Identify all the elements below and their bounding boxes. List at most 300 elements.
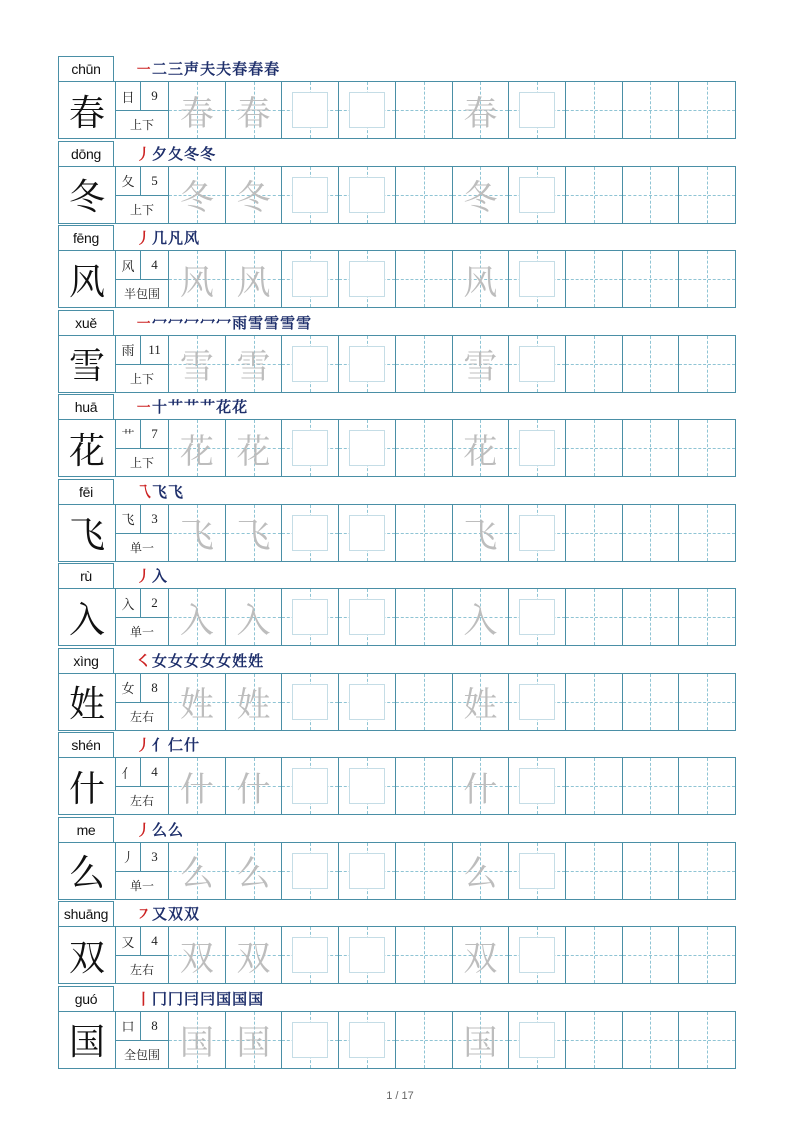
practice-cells	[169, 82, 735, 138]
practice-cell	[566, 758, 623, 814]
page-number: 1 / 17	[386, 1090, 414, 1102]
stroke-order	[136, 227, 200, 249]
radical-stroke-box	[116, 758, 168, 787]
practice-cell	[282, 758, 339, 814]
practice-cell	[453, 1012, 510, 1068]
stroke-step: 丿	[136, 736, 153, 754]
practice-cell	[623, 336, 680, 392]
trace-character: 国	[463, 1023, 498, 1063]
practice-cell	[679, 589, 735, 645]
practice-cell	[169, 843, 226, 899]
practice-cell	[339, 927, 396, 983]
stroke-step: 乁	[136, 482, 153, 501]
structure-label: 单一	[129, 540, 154, 555]
stroke-count: 8	[151, 679, 158, 695]
trace-character: 入	[179, 600, 214, 641]
empty-box	[292, 92, 328, 128]
practice-row	[58, 1011, 736, 1069]
stroke-step: 冖	[216, 313, 233, 332]
practice-cell	[566, 927, 623, 983]
stroke-step: 雪	[264, 313, 281, 332]
empty-box	[292, 515, 328, 551]
stroke-step: 夫	[200, 60, 217, 78]
practice-cell	[679, 420, 735, 476]
practice-cell	[566, 674, 623, 730]
character-info	[116, 505, 169, 561]
practice-cells	[169, 505, 735, 561]
empty-box	[519, 768, 555, 804]
stroke-step: 仁	[168, 736, 185, 754]
character-info	[116, 843, 169, 899]
practice-cell	[396, 505, 453, 561]
trace-character: 冬	[463, 178, 498, 218]
stroke-step: 丨	[136, 989, 153, 1008]
stroke-step: 丿	[136, 820, 153, 839]
trace-character: 雪	[463, 347, 498, 387]
character-info	[116, 758, 169, 814]
empty-box	[519, 937, 555, 973]
practice-cell	[169, 251, 226, 307]
trace-character: 么	[463, 854, 498, 894]
practice-cells	[169, 758, 735, 814]
empty-box	[292, 430, 328, 466]
stroke-order	[136, 734, 200, 756]
empty-box	[349, 853, 385, 889]
model-character: 雪	[59, 336, 116, 392]
practice-cell	[339, 758, 396, 814]
practice-cell	[623, 927, 680, 983]
stroke-step: 冂	[168, 989, 185, 1008]
practice-cell	[509, 420, 566, 476]
empty-box	[519, 177, 555, 213]
structure-label: 全包围	[123, 1047, 160, 1062]
practice-cell	[339, 167, 396, 223]
stroke-step: 冖	[152, 313, 169, 332]
trace-character: 雪	[179, 347, 214, 387]
stroke-step: 女	[200, 651, 217, 670]
practice-cell	[566, 82, 623, 138]
practice-row	[58, 673, 736, 731]
character-info	[116, 82, 169, 138]
stroke-step: 雨	[232, 313, 249, 332]
practice-cell	[509, 927, 566, 983]
pinyin-label: shén	[58, 732, 114, 757]
character-info	[116, 1012, 169, 1068]
radical-stroke-box	[116, 843, 168, 872]
model-character: 入	[59, 589, 116, 645]
practice-cell	[282, 336, 339, 392]
stroke-order	[136, 143, 216, 165]
trace-character: 花	[179, 431, 214, 472]
practice-row	[58, 842, 736, 900]
stroke-count: 11	[148, 341, 161, 357]
stroke-step: 冬	[200, 144, 217, 163]
structure-label: 左右	[129, 709, 154, 724]
practice-cells	[169, 843, 735, 899]
trace-character: 么	[236, 854, 271, 894]
empty-box	[349, 768, 385, 804]
trace-character: 什	[236, 769, 271, 810]
model-character: 姓	[59, 674, 116, 730]
practice-row	[58, 504, 736, 562]
structure-label: 上下	[129, 202, 154, 217]
trace-character: 风	[236, 262, 271, 303]
stroke-count: 3	[151, 848, 158, 864]
stroke-order	[136, 312, 312, 334]
practice-cell	[396, 251, 453, 307]
stroke-step: 么	[168, 820, 185, 839]
radical-label: 日	[116, 82, 141, 110]
practice-cell	[566, 167, 623, 223]
character-entry	[58, 56, 736, 141]
practice-cell	[679, 927, 735, 983]
empty-box	[519, 684, 555, 720]
empty-box	[292, 1022, 328, 1058]
trace-character: 姓	[179, 685, 214, 725]
trace-character: 冬	[179, 178, 214, 218]
trace-character: 风	[179, 262, 214, 303]
trace-character: 国	[236, 1023, 271, 1063]
practice-cell	[453, 251, 510, 307]
empty-box	[349, 515, 385, 551]
practice-cell	[339, 674, 396, 730]
radical-label: 艹	[116, 420, 141, 448]
practice-cell	[226, 336, 283, 392]
stroke-order	[136, 58, 280, 80]
empty-box	[292, 684, 328, 720]
character-entry	[58, 141, 736, 226]
stroke-count: 3	[151, 510, 158, 526]
practice-cell	[396, 589, 453, 645]
stroke-step: 十	[152, 398, 169, 416]
stroke-step: 女	[184, 651, 201, 670]
trace-character: 花	[236, 431, 271, 472]
radical-label: 风	[116, 251, 141, 279]
stroke-step: 国	[216, 989, 233, 1008]
character-entry	[58, 986, 736, 1071]
character-entry	[58, 732, 736, 817]
model-character: 风	[59, 251, 116, 307]
practice-cell	[566, 336, 623, 392]
radical-label: 口	[116, 1012, 141, 1040]
practice-cell	[169, 674, 226, 730]
practice-cell	[282, 674, 339, 730]
practice-cell	[679, 758, 735, 814]
practice-cell	[453, 420, 510, 476]
practice-cell	[623, 589, 680, 645]
radical-stroke-box	[116, 674, 168, 703]
stroke-step: 春	[248, 60, 265, 78]
stroke-step: 夕	[152, 144, 169, 163]
empty-box	[349, 177, 385, 213]
stroke-count: 2	[151, 595, 158, 610]
practice-cell	[566, 505, 623, 561]
stroke-step: 凡	[168, 229, 185, 247]
trace-character: 春	[463, 93, 498, 134]
stroke-step: 声	[184, 60, 201, 78]
pinyin-label: huā	[58, 394, 114, 419]
stroke-step: 双	[168, 905, 185, 923]
practice-cell	[226, 82, 283, 138]
trace-character: 双	[463, 938, 498, 979]
practice-cell	[453, 167, 510, 223]
stroke-step: 冬	[184, 144, 201, 163]
practice-cell	[623, 167, 680, 223]
pinyin-label: me	[58, 817, 114, 842]
practice-cell	[169, 505, 226, 561]
practice-cell	[339, 82, 396, 138]
character-info	[116, 251, 169, 307]
empty-box	[349, 261, 385, 297]
practice-cell	[566, 589, 623, 645]
character-entry	[58, 563, 736, 648]
stroke-step: 夂	[168, 144, 185, 163]
practice-cell	[623, 251, 680, 307]
empty-box	[519, 1022, 555, 1058]
practice-cell	[679, 674, 735, 730]
stroke-order	[136, 988, 264, 1010]
character-info	[116, 336, 169, 392]
practice-cells	[169, 167, 735, 223]
empty-box	[519, 346, 555, 382]
practice-cell	[396, 758, 453, 814]
practice-row	[58, 81, 736, 139]
stroke-step: 丿	[136, 144, 153, 163]
stroke-step: ㇐	[136, 398, 153, 416]
practice-cell	[396, 674, 453, 730]
practice-cell	[339, 336, 396, 392]
empty-box	[519, 515, 555, 551]
character-entry	[58, 310, 736, 395]
stroke-step: 姓	[248, 651, 265, 670]
stroke-step: 三	[168, 60, 185, 78]
radical-stroke-box	[116, 420, 168, 449]
pinyin-label: chūn	[58, 56, 114, 81]
pinyin-label: rù	[58, 563, 114, 588]
stroke-step: 冖	[200, 313, 217, 332]
practice-cell	[282, 167, 339, 223]
practice-cell	[226, 167, 283, 223]
stroke-step: 双	[184, 905, 201, 923]
empty-box	[292, 853, 328, 889]
model-character: 双	[59, 927, 116, 983]
structure-label: 上下	[129, 371, 154, 386]
practice-cell	[623, 505, 680, 561]
practice-cell	[566, 251, 623, 307]
stroke-step: 雪	[280, 313, 297, 332]
practice-cell	[396, 927, 453, 983]
empty-box	[519, 853, 555, 889]
stroke-step: 又	[152, 905, 169, 923]
practice-row	[58, 757, 736, 815]
radical-label: 丿	[116, 843, 141, 871]
radical-stroke-box	[116, 167, 168, 196]
practice-cell	[396, 167, 453, 223]
trace-character: 风	[463, 262, 498, 303]
practice-cell	[566, 1012, 623, 1068]
practice-cell	[509, 505, 566, 561]
practice-cell	[169, 420, 226, 476]
radical-label: 女	[116, 674, 141, 702]
practice-cell	[226, 758, 283, 814]
practice-cell	[679, 167, 735, 223]
practice-cells	[169, 589, 735, 645]
practice-cell	[282, 1012, 339, 1068]
practice-cell	[169, 927, 226, 983]
stroke-step: 女	[152, 651, 169, 670]
stroke-step: 飞	[168, 482, 185, 501]
trace-character: 什	[179, 769, 214, 810]
stroke-step: ㇐	[136, 313, 153, 332]
stroke-step: ㇛	[136, 651, 153, 670]
character-info	[116, 927, 169, 983]
stroke-step: 艹	[200, 398, 217, 416]
trace-character: 姓	[236, 685, 271, 725]
trace-character: 春	[236, 93, 271, 134]
practice-cell	[453, 82, 510, 138]
stroke-step: 入	[152, 567, 169, 585]
practice-cell	[282, 589, 339, 645]
trace-character: 冬	[236, 178, 271, 218]
practice-cell	[679, 1012, 735, 1068]
empty-box	[292, 768, 328, 804]
practice-cells	[169, 336, 735, 392]
radical-stroke-box	[116, 927, 168, 956]
structure-label: 左右	[129, 794, 154, 808]
practice-cell	[169, 82, 226, 138]
practice-cell	[169, 1012, 226, 1068]
stroke-step: 花	[232, 398, 249, 416]
practice-cell	[623, 1012, 680, 1068]
radical-stroke-box	[116, 82, 168, 111]
practice-cell	[396, 82, 453, 138]
pinyin-label: fēi	[58, 479, 114, 504]
stroke-step: 亻	[152, 736, 169, 754]
practice-row	[58, 250, 736, 308]
structure-label: 上下	[129, 456, 154, 470]
practice-cells	[169, 927, 735, 983]
practice-cell	[396, 336, 453, 392]
practice-cell	[282, 505, 339, 561]
practice-cell	[623, 843, 680, 899]
stroke-step: 夫	[216, 60, 233, 78]
radical-stroke-box	[116, 589, 168, 618]
practice-cell	[453, 927, 510, 983]
stroke-step: 冃	[200, 989, 217, 1008]
practice-cell	[226, 505, 283, 561]
practice-cell	[339, 1012, 396, 1068]
empty-box	[292, 177, 328, 213]
character-info	[116, 674, 169, 730]
stroke-count: 7	[151, 426, 158, 441]
practice-cell	[282, 82, 339, 138]
stroke-step: 女	[168, 651, 185, 670]
practice-cell	[396, 843, 453, 899]
trace-character: 飞	[236, 516, 271, 556]
practice-cell	[566, 420, 623, 476]
pinyin-label: guó	[58, 986, 114, 1011]
character-entry	[58, 225, 736, 310]
stroke-step: 春	[264, 60, 281, 78]
practice-cells	[169, 674, 735, 730]
stroke-count: 4	[151, 933, 158, 948]
practice-cell	[453, 336, 510, 392]
stroke-step: 姓	[232, 651, 249, 670]
practice-cell	[509, 758, 566, 814]
practice-cell	[509, 589, 566, 645]
practice-cell	[339, 589, 396, 645]
character-entry	[58, 394, 736, 479]
character-entry	[58, 901, 736, 986]
model-character: 飞	[59, 505, 116, 561]
trace-character: 国	[179, 1023, 214, 1063]
pinyin-label: xuě	[58, 310, 114, 335]
trace-character: 什	[463, 769, 498, 810]
practice-cell	[509, 82, 566, 138]
practice-cell	[509, 1012, 566, 1068]
stroke-step: 冃	[184, 989, 201, 1008]
empty-box	[349, 346, 385, 382]
character-info	[116, 167, 169, 223]
practice-cell	[226, 251, 283, 307]
stroke-order	[136, 565, 168, 587]
practice-cells	[169, 251, 735, 307]
stroke-step: 花	[216, 398, 233, 416]
practice-row	[58, 588, 736, 646]
practice-cell	[226, 843, 283, 899]
trace-character: 春	[179, 93, 214, 134]
stroke-step: 飞	[152, 482, 169, 501]
pinyin-label: fēng	[58, 225, 114, 250]
model-character: 花	[59, 420, 116, 476]
character-info	[116, 420, 169, 476]
practice-cells	[169, 1012, 735, 1068]
character-entry	[58, 817, 736, 902]
stroke-step: 风	[184, 229, 201, 247]
trace-character: 入	[463, 600, 498, 641]
empty-box	[349, 684, 385, 720]
practice-cell	[169, 589, 226, 645]
practice-cell	[282, 420, 339, 476]
stroke-step: ㇐	[136, 60, 153, 78]
model-character: 国	[59, 1012, 116, 1068]
stroke-step: 丿	[136, 229, 153, 247]
practice-row	[58, 419, 736, 477]
stroke-step: 国	[248, 989, 265, 1008]
practice-cell	[339, 251, 396, 307]
practice-cell	[339, 843, 396, 899]
character-entry	[58, 648, 736, 733]
stroke-order	[136, 481, 184, 503]
stroke-step: 女	[216, 651, 233, 670]
radical-stroke-box	[116, 251, 168, 280]
practice-cell	[509, 674, 566, 730]
character-entry	[58, 479, 736, 564]
empty-box	[349, 937, 385, 973]
empty-box	[349, 92, 385, 128]
empty-box	[519, 261, 555, 297]
trace-character: 花	[463, 431, 498, 472]
stroke-step: 雪	[248, 313, 265, 332]
empty-box	[519, 599, 555, 635]
practice-cells	[169, 420, 735, 476]
structure-label: 左右	[129, 963, 154, 977]
trace-character: 入	[236, 600, 271, 641]
stroke-step: 艹	[184, 398, 201, 416]
practice-cell	[282, 927, 339, 983]
practice-cell	[679, 336, 735, 392]
stroke-step: 艹	[168, 398, 185, 416]
